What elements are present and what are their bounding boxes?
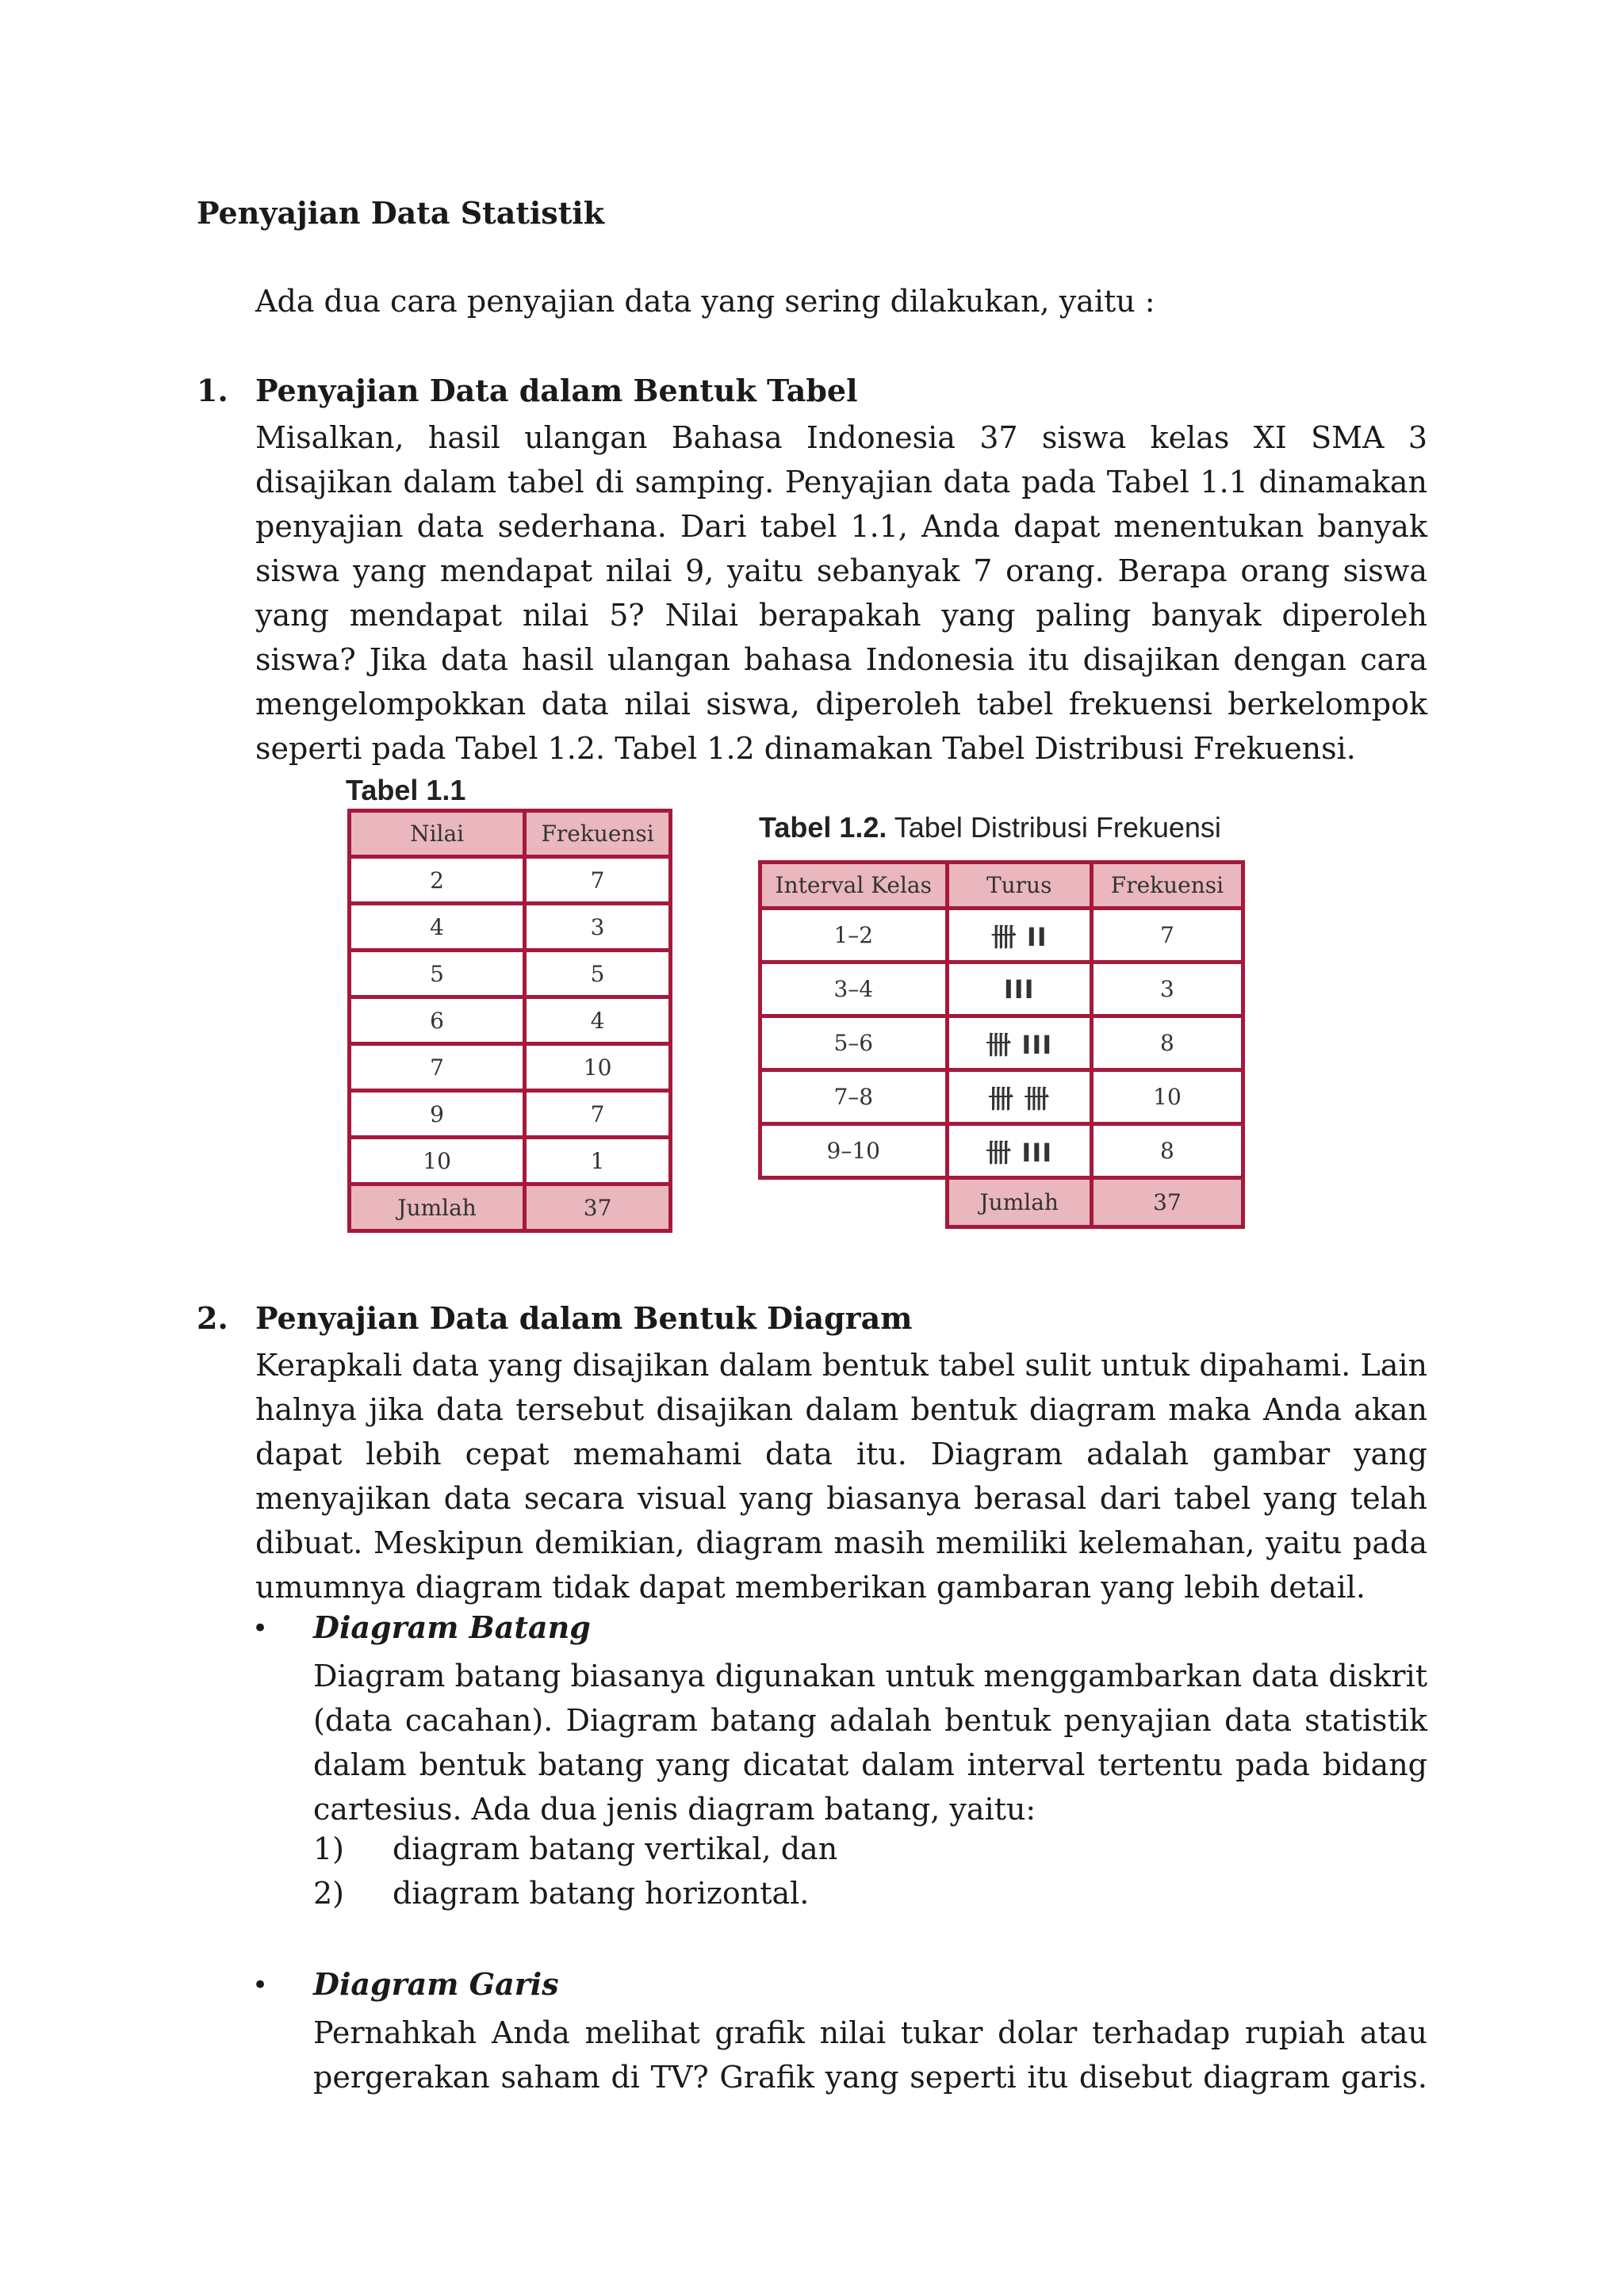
table-footer-cell: 37: [525, 1184, 671, 1231]
table-cell: 3–4: [760, 962, 948, 1016]
table-2-header-cell: Interval Kelas: [760, 863, 948, 909]
tally-marks: III: [947, 962, 1091, 1016]
document-title: Penyajian Data Statistik: [197, 195, 605, 231]
section-2-number: 2.: [197, 1300, 228, 1336]
bullet-2-title: Diagram Garis: [313, 1966, 559, 2002]
table-cell: 6: [350, 997, 525, 1044]
table-2-footer-row: [760, 1178, 1243, 1227]
table-cell: 3: [1091, 962, 1243, 1016]
table-row: [350, 857, 671, 904]
table-cell: 5: [525, 951, 671, 997]
table-cell: 2: [350, 857, 525, 904]
table-2-header-cell: Frekuensi: [1091, 863, 1243, 909]
table-cell: 1–2: [760, 909, 948, 962]
intro-text: Ada dua cara penyajian data yang sering dilakukan, yaitu :: [255, 284, 1155, 319]
table-2-header-row: [760, 863, 1243, 909]
table-1-header-cell: Nilai: [350, 811, 525, 857]
table-row: [350, 1138, 671, 1184]
table-row: [350, 997, 671, 1044]
empty-cell: [760, 1178, 948, 1227]
tally-marks: 卌 III: [947, 1124, 1091, 1178]
table-1-caption-text: Tabel 1.1: [346, 774, 466, 806]
table-cell: 7–8: [760, 1070, 948, 1124]
list-item-number: 2): [313, 1876, 345, 1911]
bullet-2-paragraph: Pernahkah Anda melihat grafik nilai tukar dolar terhadap rupiah atau pergerakan saham di TV? Grafik yang seperti itu disebut diagram garis.: [313, 2015, 1427, 2095]
table-row: [350, 951, 671, 997]
table-cell: 10: [1091, 1070, 1243, 1124]
table-2-caption: [759, 811, 1221, 844]
table-cell: 8: [1091, 1124, 1243, 1178]
table-cell: 4: [350, 904, 525, 951]
table-row: [760, 1124, 1243, 1178]
table-1: [347, 809, 672, 1233]
table-cell: 5–6: [760, 1016, 948, 1070]
list-item-text: diagram batang horizontal.: [393, 1876, 810, 1911]
section-1-paragraph: Misalkan, hasil ulangan Bahasa Indonesia 37 siswa kelas XI SMA 3 disajikan dalam tabel di samping. Penyajian data pada Tabel 1.1 dinamakan penyajian data sederhana. Dari tabel 1.1, Anda dapat menentukan banyak siswa yang mendapat nilai 9, yaitu sebanyak 7 orang. Berapa orang siswa yang mendapat nilai 5? Nilai berapakah yang paling banyak diperoleh siswa? Jika data hasil ulangan bahasa Indonesia itu disajikan dengan cara mengelompokkan data nilai siswa, diperoleh tabel frekuensi berkelompok seperti pada Tabel 1.2. Tabel 1.2 dinamakan Tabel Distribusi Frekuensi.: [255, 420, 1427, 766]
table-row: [760, 962, 1243, 1016]
list-item-number: 1): [313, 1831, 345, 1866]
table-footer-cell: 37: [1091, 1178, 1243, 1227]
table-1-header-row: [350, 811, 671, 857]
tally-marks: 卌 卌: [947, 1070, 1091, 1124]
bullet-1-title: Diagram Batang: [313, 1609, 591, 1645]
table-cell: 3: [525, 904, 671, 951]
table-cell: 7: [1091, 909, 1243, 962]
table-cell: 9: [350, 1091, 525, 1138]
section-2-title: Penyajian Data dalam Bentuk Diagram: [255, 1300, 913, 1336]
table-row: [350, 904, 671, 951]
section-1-number: 1.: [197, 373, 228, 408]
tally-marks: 卌 II: [947, 909, 1091, 962]
table-2: [758, 860, 1245, 1229]
table-1-footer-row: [350, 1184, 671, 1231]
bullet-1-symbol: •: [252, 1613, 269, 1644]
tally-marks: 卌 III: [947, 1016, 1091, 1070]
table-cell: 4: [525, 997, 671, 1044]
table-row: [760, 1016, 1243, 1070]
table-2-header-cell: Turus: [947, 863, 1091, 909]
table-cell: 7: [350, 1044, 525, 1091]
list-item-text: diagram batang vertikal, dan: [393, 1831, 838, 1866]
bullet-1-paragraph: Diagram batang biasanya digunakan untuk menggambarkan data diskrit (data cacahan). Diagram batang adalah bentuk penyajian data statistik dalam bentuk batang yang dicatat dalam interval tertentu pada bidang cartesius. Ada dua jenis diagram batang, yaitu:: [313, 1659, 1427, 1827]
table-1-caption: [346, 774, 465, 807]
table-1-header-cell: Frekuensi: [525, 811, 671, 857]
bullet-2-symbol: •: [252, 1969, 269, 2001]
table-row: [350, 1044, 671, 1091]
table-cell: 10: [350, 1138, 525, 1184]
table-2-caption-rest: Tabel Distribusi Frekuensi: [887, 811, 1221, 844]
table-row: [760, 1070, 1243, 1124]
section-2-paragraph: Kerapkali data yang disajikan dalam bentuk tabel sulit untuk dipahami. Lain halnya jika data tersebut disajikan dalam bentuk diagram maka Anda akan dapat lebih cepat memahami data itu. Diagram adalah gambar yang menyajikan data secara visual yang biasanya berasal dari tabel yang telah dibuat. Meskipun demikian, diagram masih memiliki kelemahan, yaitu pada umumnya diagram tidak dapat memberikan gambaran yang lebih detail.: [255, 1348, 1427, 1605]
table-cell: 7: [525, 1091, 671, 1138]
section-1-title: Penyajian Data dalam Bentuk Tabel: [255, 373, 858, 408]
table-row: [760, 909, 1243, 962]
table-2-caption-bold: Tabel 1.2.: [759, 811, 887, 844]
table-cell: 7: [525, 857, 671, 904]
table-cell: 9–10: [760, 1124, 948, 1178]
table-cell: 1: [525, 1138, 671, 1184]
table-cell: 10: [525, 1044, 671, 1091]
table-cell: 8: [1091, 1016, 1243, 1070]
table-footer-cell: Jumlah: [947, 1178, 1091, 1227]
table-footer-cell: Jumlah: [350, 1184, 525, 1231]
table-row: [350, 1091, 671, 1138]
table-cell: 5: [350, 951, 525, 997]
